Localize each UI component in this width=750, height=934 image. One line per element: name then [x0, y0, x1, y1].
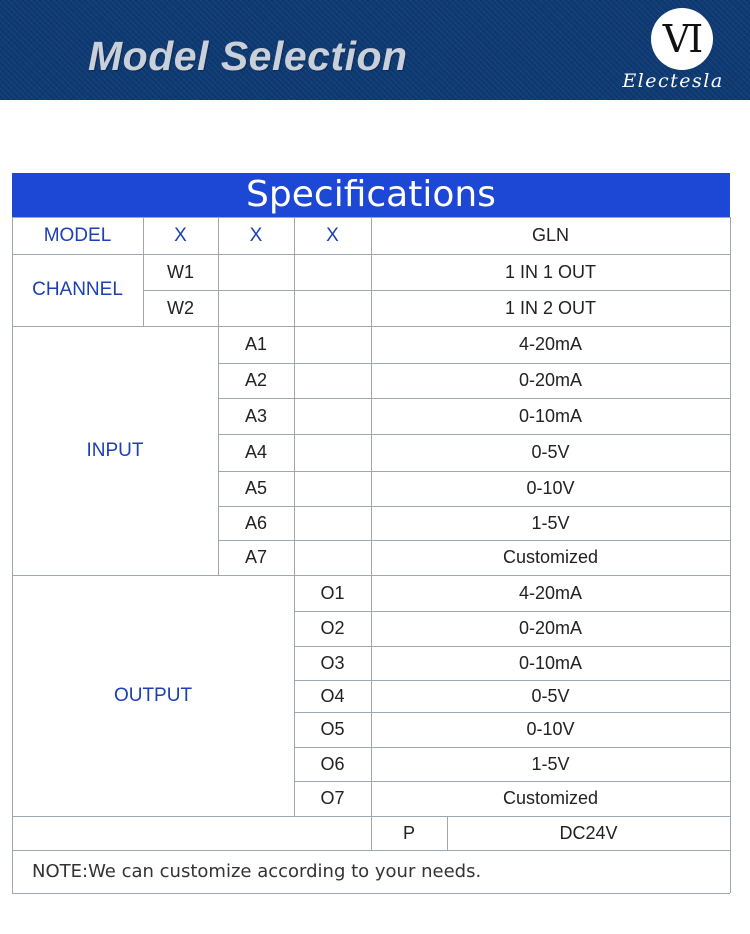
- power-code: P: [402, 822, 415, 843]
- input-code: A2: [244, 370, 268, 390]
- grid-line: [371, 575, 372, 816]
- table-title: Specifications: [12, 173, 730, 217]
- output-value: 1-5V: [531, 753, 570, 774]
- output-code: O6: [320, 753, 345, 774]
- input-value: 0-10V: [526, 478, 575, 498]
- output-code: O3: [320, 652, 345, 673]
- page-title: Model Selection: [88, 33, 408, 79]
- input-code: A3: [244, 405, 268, 426]
- model-value: GLN: [531, 225, 569, 245]
- grid-line: [371, 254, 372, 326]
- output-value: 0-5V: [531, 685, 570, 706]
- input-value: 0-5V: [531, 442, 570, 462]
- input-code: A6: [244, 512, 268, 533]
- output-code: O5: [320, 719, 345, 739]
- grid-line: [294, 217, 295, 254]
- input-code: A4: [244, 442, 268, 462]
- output-code: O7: [320, 788, 345, 808]
- brand-name: Electesla: [622, 70, 724, 92]
- input-value: 0-10mA: [518, 405, 583, 426]
- output-value: 4-20mA: [518, 582, 583, 603]
- grid-line: [218, 326, 219, 575]
- grid-line: [143, 217, 144, 254]
- model-label: MODEL: [43, 224, 112, 246]
- grid-line: [447, 816, 448, 850]
- channel-code: W2: [167, 297, 194, 318]
- channel-value: 1 IN 2 OUT: [504, 297, 597, 318]
- output-code: O2: [320, 618, 345, 638]
- grid-line: [218, 254, 219, 326]
- input-value: 1-5V: [531, 512, 570, 533]
- input-code: A7: [244, 547, 268, 567]
- output-value: 0-10V: [526, 719, 575, 739]
- output-label: OUTPUT: [113, 684, 193, 706]
- grid-line: [371, 816, 372, 850]
- input-value: 0-20mA: [518, 370, 583, 390]
- grid-line: [371, 217, 372, 254]
- grid-line: [294, 326, 295, 575]
- grid-line: [294, 575, 295, 816]
- output-value: Customized: [502, 788, 599, 808]
- input-label: INPUT: [86, 439, 144, 461]
- grid-line: [371, 326, 372, 575]
- input-code: A5: [244, 478, 268, 498]
- channel-code: W1: [167, 261, 194, 282]
- input-code: A1: [244, 334, 268, 354]
- grid-line: [218, 217, 219, 254]
- output-value: 0-20mA: [518, 618, 583, 638]
- channel-label: CHANNEL: [32, 279, 123, 300]
- grid-line: [294, 254, 295, 326]
- grid-line: [12, 850, 730, 851]
- grid-line: [730, 217, 731, 893]
- output-code: O1: [320, 582, 345, 603]
- input-value: 4-20mA: [518, 334, 583, 354]
- brand-logo: VI: [651, 8, 713, 70]
- note-text: NOTE:We can customize according to your needs.: [32, 861, 482, 882]
- model-code-slot: X: [326, 224, 339, 246]
- grid-line: [12, 893, 730, 894]
- model-code-slot: X: [174, 224, 187, 246]
- model-code-slot: X: [249, 224, 263, 246]
- power-value: DC24V: [559, 822, 618, 843]
- output-value: 0-10mA: [518, 652, 583, 673]
- grid-line: [143, 254, 144, 326]
- header-banner: [0, 0, 750, 100]
- channel-value: 1 IN 1 OUT: [504, 261, 597, 282]
- output-code: O4: [320, 685, 345, 706]
- input-value: Customized: [502, 547, 599, 567]
